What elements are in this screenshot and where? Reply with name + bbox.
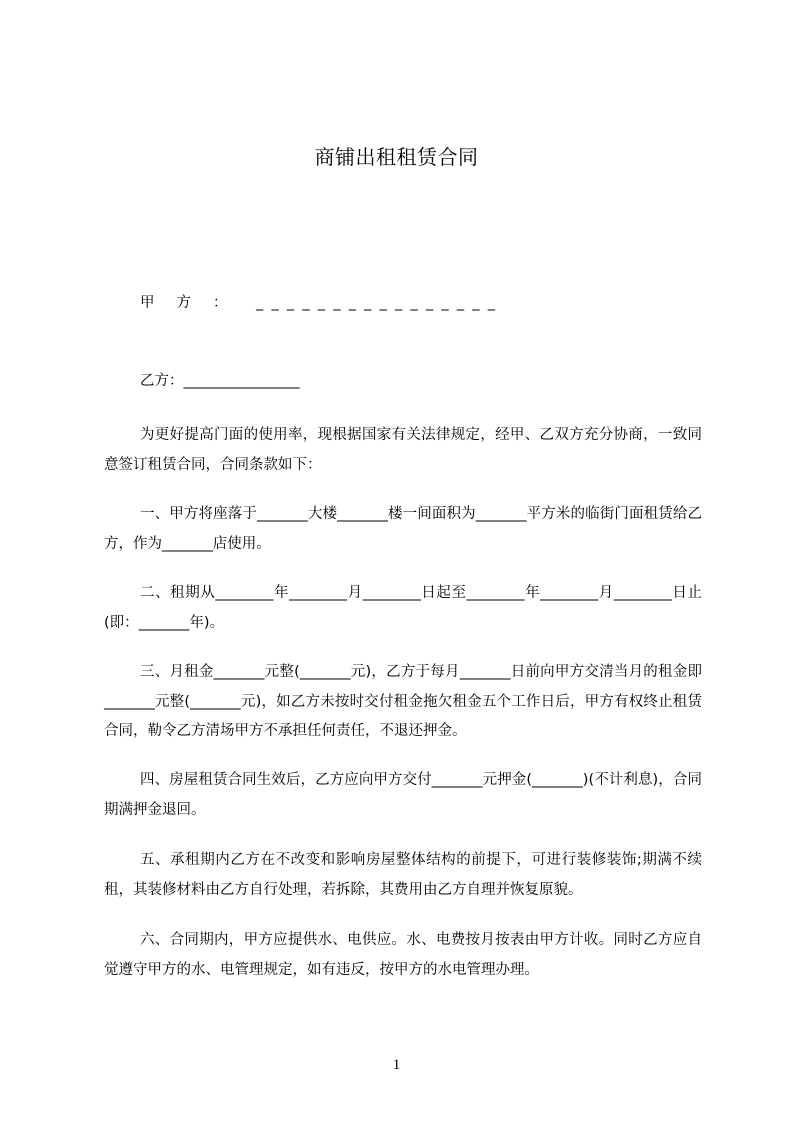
party-a-label: 甲方： <box>140 295 250 311</box>
clause-2: 二、租期从________年________月________日起至________年________月________日止(即：_______年)。 <box>104 585 702 631</box>
clause-4: 四、房屋租赁合同生效后，乙方应向甲方交付_______元押金(_______)(不计利息)，合同期满押金退回。 <box>104 772 702 818</box>
clause-5: 五、承租期内乙方在不改变和影响房屋整体结构的前提下，可进行装修装饰;期满不续租，其装修材料由乙方自行处理，若拆除，其费用由乙方自理并恢复原貌。 <box>104 852 702 898</box>
party-b-line: 乙方：________________ <box>140 373 300 389</box>
party-a-blank: ________________ <box>256 295 504 311</box>
clause-1: 一、甲方将座落于_______大楼_______楼一间面积为_______平方米的临街门面租赁给乙方，作为_______店使用。 <box>104 506 702 552</box>
party-a-line <box>140 290 710 316</box>
contract-intro: 为更好提高门面的使用率，现根据国家有关法律规定，经甲、乙双方充分协商，一致同意签订租赁合同，合同条款如下： <box>104 427 702 473</box>
document-title: 商铺出租租赁合同 <box>314 145 479 169</box>
clause-3: 三、月租金_______元整(_______元)，乙方于每月_______日前向甲方交清当月的租金即_______元整(_______元)，如乙方未按时交付租金拖欠租金五个工作日后，甲方有权终止租赁合同，勒令乙方清场甲方不承担任何责任，不退还押金。 <box>104 664 702 739</box>
clause-6: 六、合同期内，甲方应提供水、电供应。水、电费按月按表由甲方计收。同时乙方应自觉遵守甲方的水、电管理规定，如有违反，按甲方的水电管理办理。 <box>104 932 702 978</box>
page-number: 1 <box>392 1057 401 1073</box>
